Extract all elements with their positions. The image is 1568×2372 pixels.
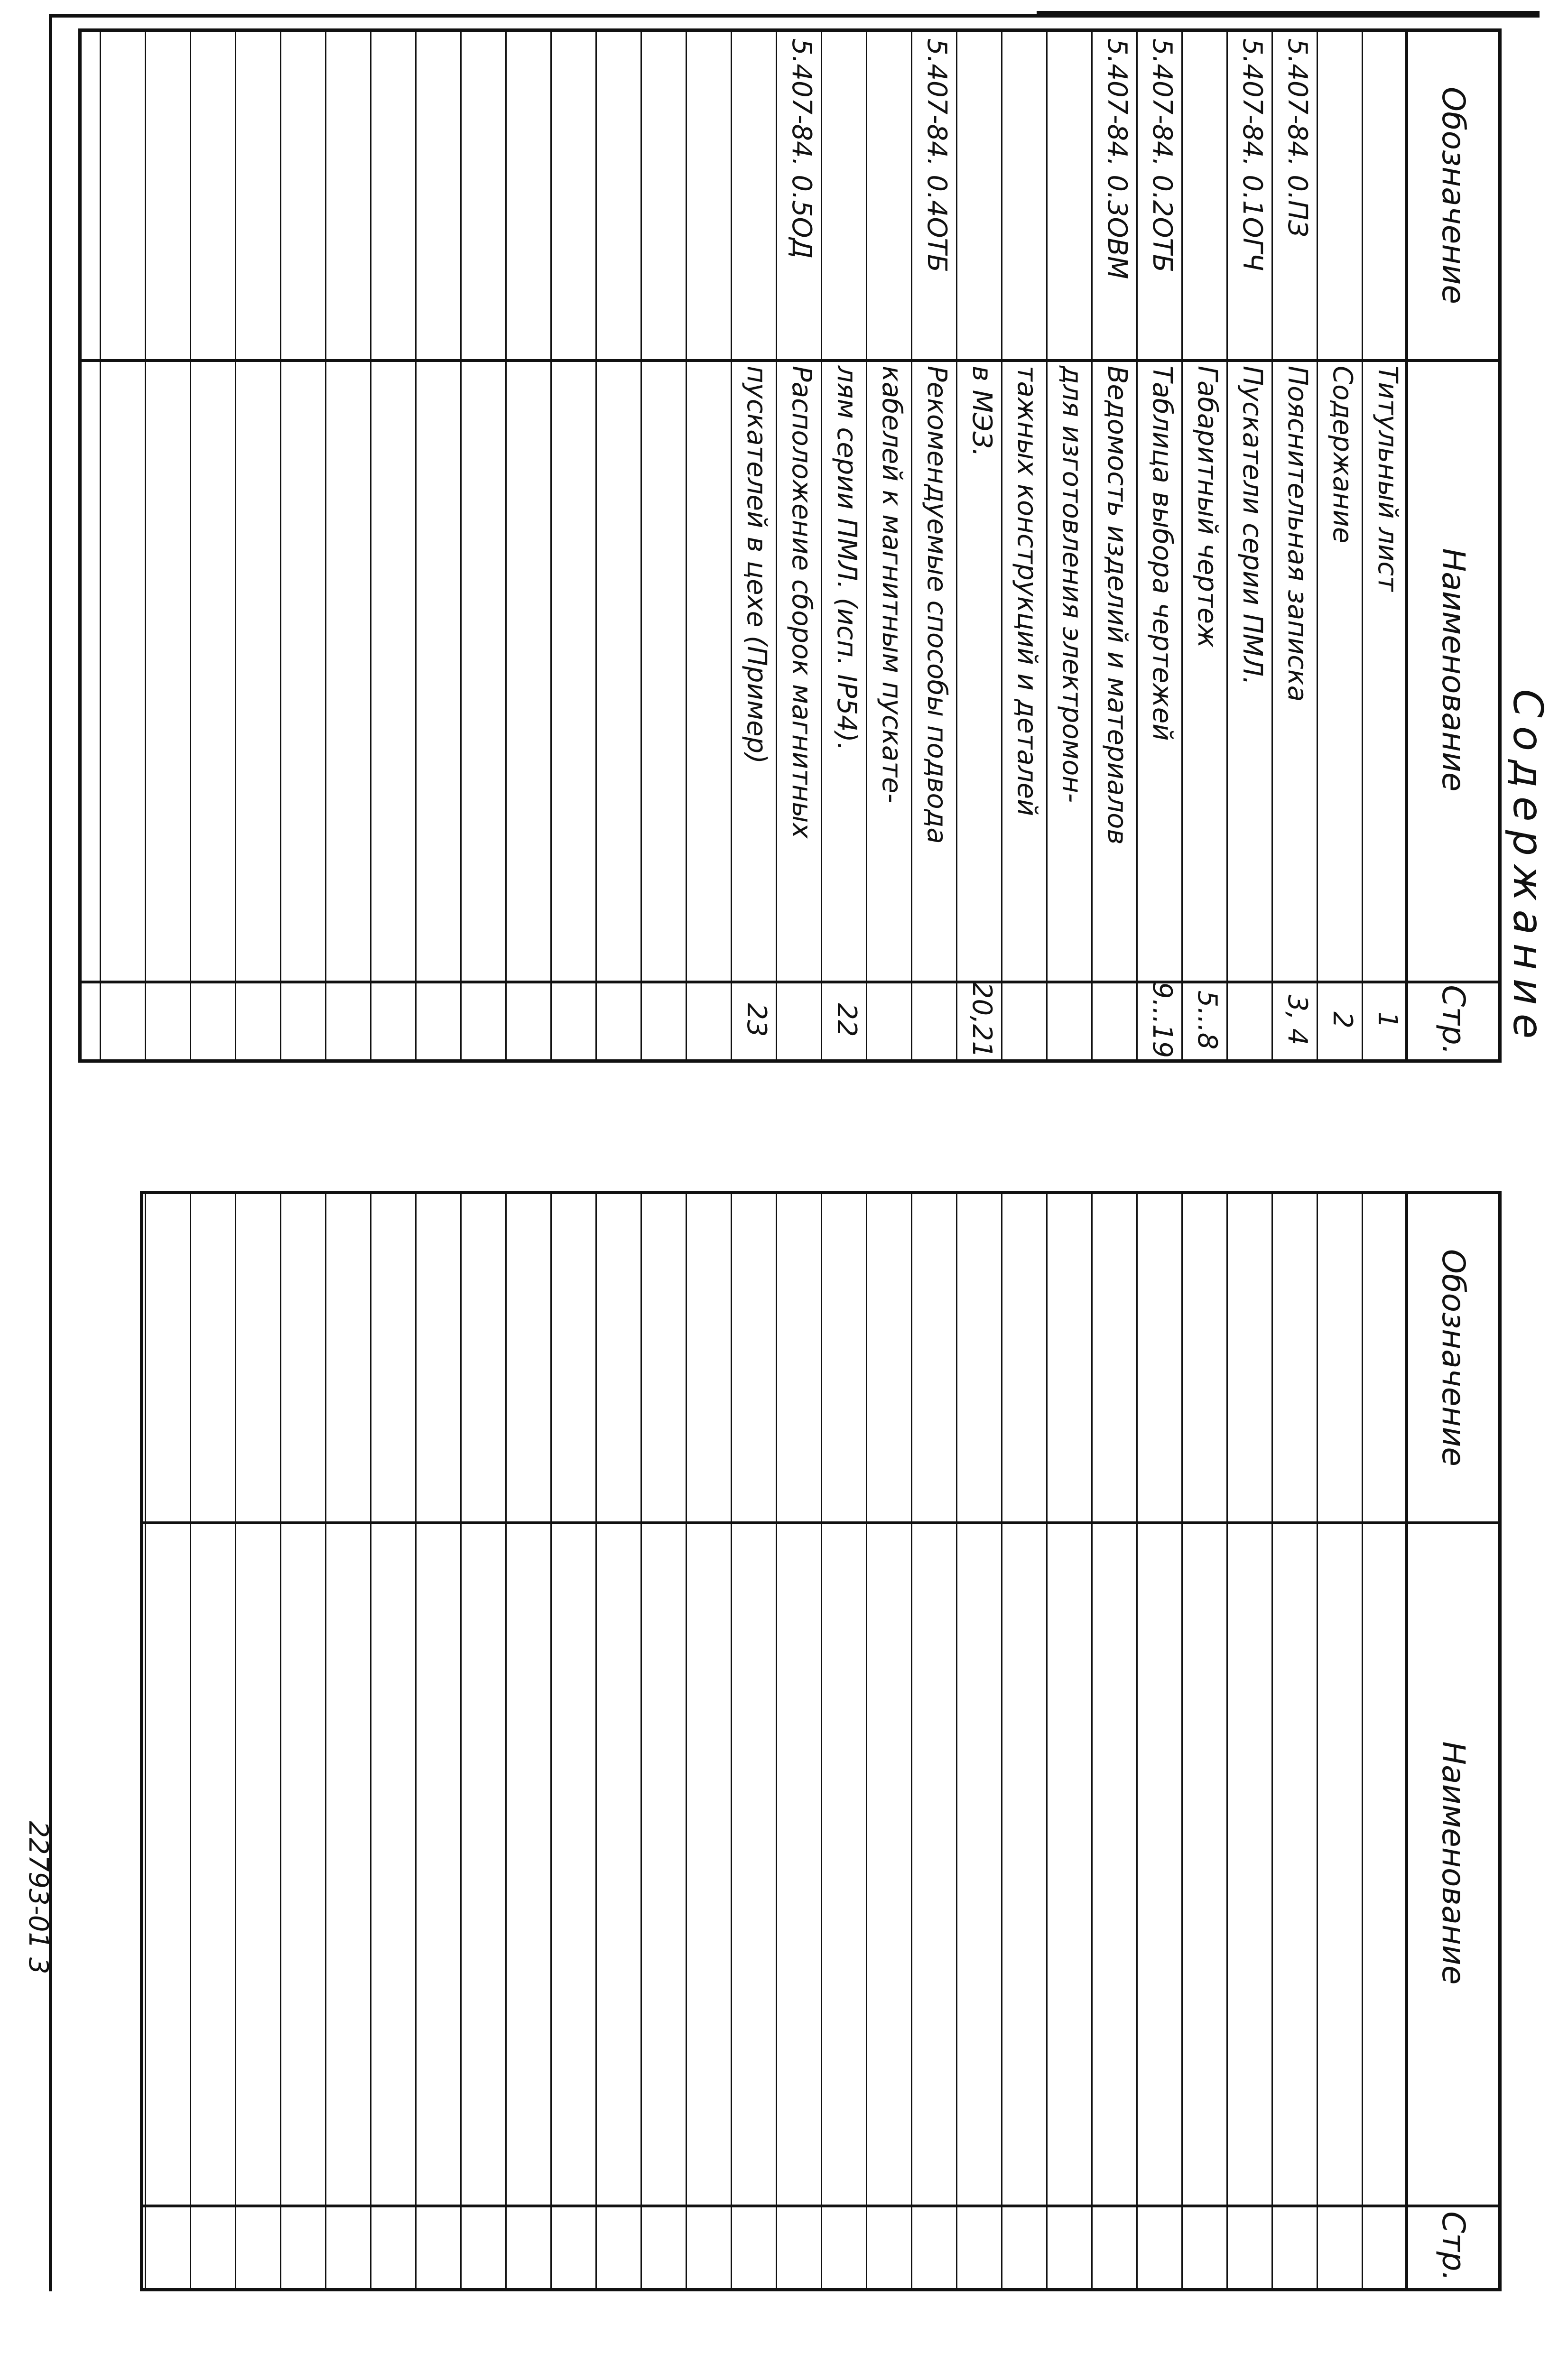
binding-strip xyxy=(1037,0,1540,14)
sheet-number: 22793-01 3 xyxy=(23,1821,54,1974)
row-name: Габаритный чертеж xyxy=(1192,366,1223,648)
row-page xyxy=(642,981,687,1059)
row-name: Ведомость изделий и материалов xyxy=(1102,366,1132,845)
row-designation xyxy=(597,32,642,359)
row-rule xyxy=(505,1194,507,2288)
row-rule xyxy=(640,1194,642,2288)
row-name xyxy=(191,359,236,981)
row-rule xyxy=(145,1194,146,2288)
row-name: в МЭЗ. xyxy=(966,366,997,457)
row-page: 2 xyxy=(1327,1011,1358,1028)
row-page: 23 xyxy=(741,1003,772,1037)
row-page xyxy=(777,981,822,1059)
row-name xyxy=(687,359,732,981)
row-name xyxy=(101,359,146,981)
row-designation: 5.407-84. 0.2ОТБ xyxy=(1147,38,1178,273)
row-name xyxy=(371,359,417,981)
row-page xyxy=(1048,981,1093,1059)
header-designation: Обозначение xyxy=(1435,87,1472,304)
row-rule xyxy=(1001,1194,1002,2288)
row-rule xyxy=(1226,1194,1228,2288)
row-rule xyxy=(1091,1194,1093,2288)
row-designation: 5.407-84. 0.1ОГЧ xyxy=(1237,38,1268,271)
row-page: 9...19 xyxy=(1147,982,1178,1058)
row-designation xyxy=(732,32,777,359)
row-name xyxy=(281,359,326,981)
row-designation xyxy=(1183,32,1228,359)
row-designation xyxy=(1048,32,1093,359)
row-rule xyxy=(415,1194,417,2288)
row-name: лям серии ПМЛ. (исп. IP54). xyxy=(831,366,862,751)
row-page xyxy=(191,981,236,1059)
row-name xyxy=(462,359,507,981)
row-page xyxy=(687,981,732,1059)
row-designation xyxy=(371,32,417,359)
row-designation xyxy=(326,32,371,359)
row-rule xyxy=(460,1194,462,2288)
row-page xyxy=(507,981,552,1059)
header-name: Наименование xyxy=(1435,548,1472,792)
row-designation: 5.407-84. 0.3ОВМ xyxy=(1102,38,1132,279)
header-page: Стр. xyxy=(1435,2211,1472,2281)
row-name: Таблица выбора чертежей xyxy=(1147,366,1178,741)
row-designation xyxy=(101,32,146,359)
row-rule xyxy=(190,1194,191,2288)
row-designation: 5.407-84. 0.ПЗ xyxy=(1282,38,1313,237)
row-rule xyxy=(1181,1194,1183,2288)
row-rule xyxy=(1405,1194,1408,2288)
row-page: 3, 4 xyxy=(1282,994,1313,1046)
row-designation xyxy=(462,32,507,359)
frame-left-line xyxy=(50,14,1540,18)
row-page xyxy=(326,981,371,1059)
row-page xyxy=(552,981,597,1059)
row-page xyxy=(1093,981,1138,1059)
row-rule xyxy=(370,1194,371,2288)
row-page: 22 xyxy=(831,1003,862,1037)
row-rule xyxy=(1136,1194,1138,2288)
row-page xyxy=(236,981,281,1059)
row-page xyxy=(146,981,191,1059)
row-rule xyxy=(280,1194,281,2288)
row-name xyxy=(236,359,281,981)
header-name: Наименование xyxy=(1435,1741,1472,1985)
row-page: 20,21 xyxy=(966,982,997,1058)
row-page xyxy=(1228,981,1273,1059)
row-designation xyxy=(191,32,236,359)
row-designation xyxy=(642,32,687,359)
row-rule xyxy=(325,1194,326,2288)
row-name xyxy=(417,359,462,981)
row-designation xyxy=(687,32,732,359)
row-rule xyxy=(1317,1194,1318,2288)
right-contents-table xyxy=(140,1191,1502,2291)
row-designation xyxy=(957,32,1002,359)
row-page: 5...8 xyxy=(1192,990,1223,1050)
row-rule xyxy=(686,1194,687,2288)
row-designation xyxy=(281,32,326,359)
row-page xyxy=(597,981,642,1059)
row-designation xyxy=(867,32,912,359)
page-title: Содержание xyxy=(1504,689,1551,1047)
row-rule xyxy=(1271,1194,1273,2288)
row-designation xyxy=(822,32,867,359)
row-rule xyxy=(235,1194,236,2288)
row-name xyxy=(642,359,687,981)
row-rule xyxy=(100,32,101,1059)
row-rule xyxy=(776,1194,777,2288)
row-name: Титульный лист xyxy=(1372,366,1403,592)
row-name xyxy=(552,359,597,981)
row-name: Пускатели серии ПМЛ. xyxy=(1237,366,1268,685)
row-designation: 5.407-84. 0.4ОТБ xyxy=(921,38,952,273)
row-name: пускателей в цехе (Пример) xyxy=(741,366,772,764)
row-page xyxy=(101,981,146,1059)
row-page: 1 xyxy=(1372,1011,1403,1028)
row-designation xyxy=(1002,32,1048,359)
row-designation xyxy=(417,32,462,359)
row-page xyxy=(912,981,957,1059)
row-page xyxy=(371,981,417,1059)
row-name: Расположение сборок магнитных xyxy=(786,366,817,839)
row-designation xyxy=(146,32,191,359)
row-page xyxy=(867,981,912,1059)
row-page xyxy=(1002,981,1048,1059)
row-rule xyxy=(911,1194,912,2288)
row-rule xyxy=(550,1194,552,2288)
row-name xyxy=(326,359,371,981)
row-page xyxy=(462,981,507,1059)
row-rule xyxy=(1046,1194,1048,2288)
row-name: Рекомендуемые способы подвода xyxy=(921,366,952,844)
row-name: кабелей к магнитным пускате- xyxy=(876,366,907,803)
row-designation xyxy=(1318,32,1363,359)
row-designation: 5.407-84. 0.5ОД xyxy=(786,38,817,259)
row-rule xyxy=(731,1194,732,2288)
row-designation xyxy=(507,32,552,359)
row-name: Содержание xyxy=(1327,366,1358,544)
row-name: тажных конструкций и деталей xyxy=(1011,366,1042,816)
row-page xyxy=(281,981,326,1059)
row-name xyxy=(507,359,552,981)
row-name: для изготовления электромон- xyxy=(1057,366,1087,803)
row-name xyxy=(146,359,191,981)
header-designation: Обозначение xyxy=(1435,1249,1472,1466)
row-designation xyxy=(552,32,597,359)
row-rule xyxy=(821,1194,822,2288)
row-name: Пояснительная записка xyxy=(1282,366,1313,702)
row-rule xyxy=(1362,1194,1363,2288)
row-rule xyxy=(866,1194,867,2288)
left-contents-table xyxy=(78,28,1502,1063)
row-name xyxy=(597,359,642,981)
row-page xyxy=(417,981,462,1059)
row-designation xyxy=(1363,32,1408,359)
header-page: Стр. xyxy=(1435,985,1472,1055)
row-designation xyxy=(236,32,281,359)
row-rule xyxy=(956,1194,957,2288)
row-rule xyxy=(595,1194,597,2288)
